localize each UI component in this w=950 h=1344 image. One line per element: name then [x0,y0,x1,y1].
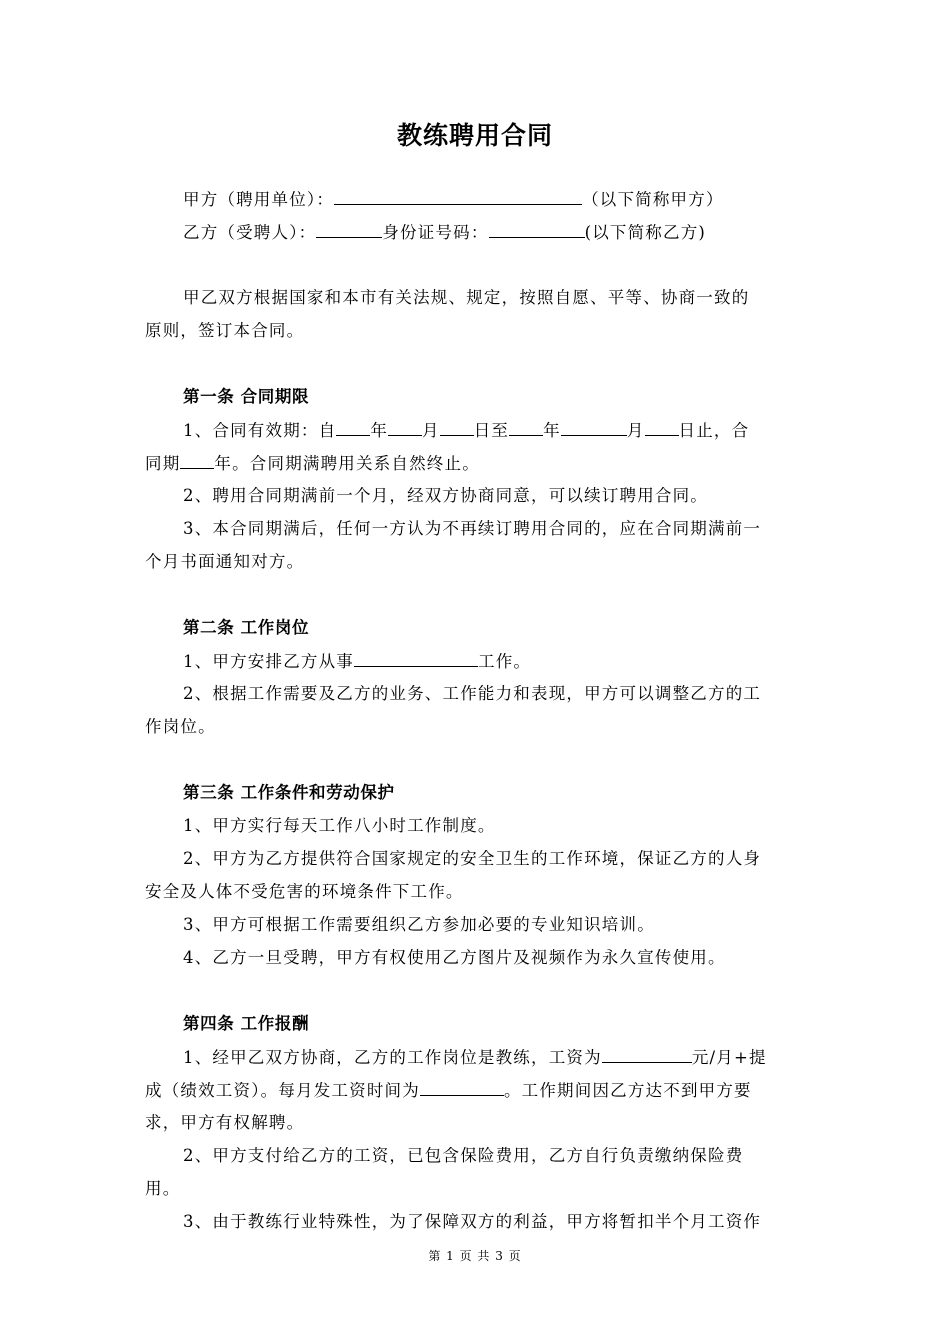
article-2-heading: 第二条 工作岗位 [183,618,310,637]
clause-text: 1、甲方安排乙方从事 [183,652,354,671]
page-footer: 第 1 页 共 3 页 [428,1249,522,1263]
article-2-clause-1 [145,649,810,674]
end-month-blank[interactable] [561,418,627,436]
article-1-clause-1-cont [145,451,810,476]
clause-text: 月 [422,421,440,440]
preamble-line-2: 原则，签订本合同。 [145,321,305,340]
id-number-label: 身份证号码： [382,223,489,242]
clause-text: 工作。 [478,652,532,671]
article-3-clause-4: 4、乙方一旦受聘，甲方有权使用乙方图片及视频作为永久宣传使用。 [183,948,726,967]
article-1-clause-3-cont: 个月书面通知对方。 [145,552,305,571]
article-3-clause-2: 2、甲方为乙方提供符合国家规定的安全卫生的工作环境，保证乙方的人身 [183,849,762,868]
article-2-clause-2-cont: 作岗位。 [145,717,216,736]
party-b-name-blank[interactable] [316,220,382,238]
article-4-clause-3: 3、由于教练行业特殊性，为了保障双方的利益，甲方将暂扣半个月工资作 [183,1212,762,1231]
article-1-clause-2: 2、聘用合同期满前一个月，经双方协商同意，可以续订聘用合同。 [183,486,708,505]
article-4-clause-1-cont-2: 求，甲方有权解聘。 [145,1113,305,1132]
article-1-heading: 第一条 合同期限 [183,387,310,406]
party-a-label: 甲方（聘用单位）： [183,190,335,209]
clause-text: 元/月+提 [691,1048,767,1067]
end-year-blank[interactable] [509,418,543,436]
clause-text: 日止，合 [678,421,750,440]
id-number-blank[interactable] [489,220,585,238]
party-b-label: 乙方（受聘人）： [183,223,317,242]
article-4-heading: 第四条 工作报酬 [183,1014,310,1033]
article-2-clause-2: 2、根据工作需要及乙方的业务、工作能力和表现，甲方可以调整乙方的工 [183,684,762,703]
article-3-clause-2-cont: 安全及人体不受危害的环境条件下工作。 [145,882,464,901]
salary-blank[interactable] [602,1045,692,1063]
job-position-blank[interactable] [354,649,478,667]
article-1-clause-3: 3、本合同期满后，任何一方认为不再续订聘用合同的，应在合同期满前一 [183,519,762,538]
article-3-clause-1: 1、甲方实行每天工作八小时工作制度。 [183,816,496,835]
clause-text: 月 [626,421,645,440]
party-b-line [183,220,848,245]
clause-text: 成（绩效工资）。每月发工资时间为 [145,1081,420,1100]
party-a-name-blank[interactable] [334,187,582,205]
start-year-blank[interactable] [336,418,370,436]
article-4-clause-1 [145,1045,810,1070]
clause-text: 年 [543,421,561,440]
article-4-clause-2: 2、甲方支付给乙方的工资，已包含保险费用，乙方自行负责缴纳保险费 [183,1146,744,1165]
clause-text: 同期 [145,454,181,473]
article-1-clause-1 [145,418,810,443]
party-b-suffix: (以下简称乙方) [584,223,707,242]
article-4-clause-2-cont: 用。 [145,1179,181,1198]
clause-text: 日至 [473,421,510,440]
start-day-blank[interactable] [440,418,474,436]
clause-text: 1、合同有效期：自 [183,421,337,440]
document-title: 教练聘用合同 [396,121,553,150]
article-3-heading: 第三条 工作条件和劳动保护 [183,783,395,802]
term-years-blank[interactable] [180,451,214,469]
article-4-clause-1-cont [145,1078,810,1103]
clause-text: 年 [370,421,389,440]
preamble-line-1: 甲乙双方根据国家和本市有关法规、规定，按照自愿、平等、协商一致的 [183,288,750,307]
clause-text: 1、经甲乙双方协商，乙方的工作岗位是教练，工资为 [183,1048,602,1067]
article-3-clause-3: 3、甲方可根据工作需要组织乙方参加必要的专业知识培训。 [183,915,655,934]
party-a-line [183,187,848,212]
clause-text: 。工作期间因乙方达不到甲方要 [503,1081,752,1100]
end-day-blank[interactable] [645,418,679,436]
party-a-suffix: （以下简称甲方） [582,190,724,209]
clause-text: 年。合同期满聘用关系自然终止。 [214,454,480,473]
payday-blank[interactable] [420,1078,504,1096]
start-month-blank[interactable] [388,418,422,436]
